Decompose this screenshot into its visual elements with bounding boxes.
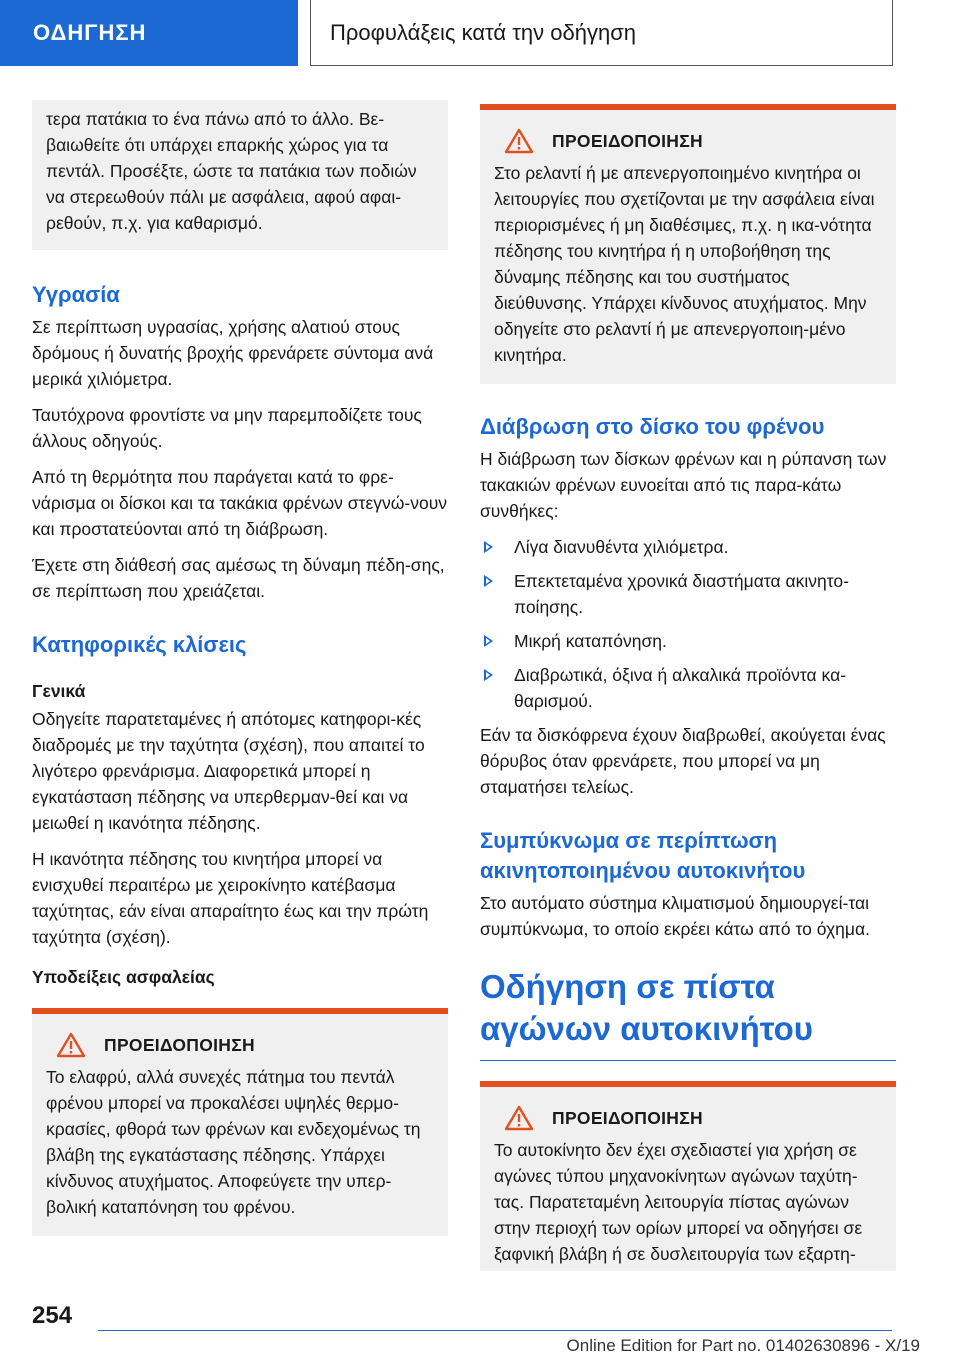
intro-line-1: τερα πατάκια το ένα πάνω από το άλλο. Βε- (46, 109, 385, 129)
footer-rule (98, 1330, 892, 1331)
humidity-paragraph-3: Από τη θερμότητα που παράγεται κατά το φρε-νάρισμα οι δίσκοι και τα τακάκια φρένων στεγνώ-νουν και προστατεύονται από τη διάβρωση. (32, 467, 448, 539)
humidity-heading: Υγρασία (32, 282, 120, 307)
left-column (32, 100, 448, 1236)
general-subheading: Γενικά (32, 681, 86, 701)
downhill-heading: Κατηφορικές κλίσεις (32, 632, 247, 657)
humidity-paragraph-2: Ταυτόχρονα φροντίστε να μην παρεμποδίζετε τους άλλους οδηγούς. (32, 405, 422, 451)
chapter-title: Προφυλάξεις κατά την οδήγηση (330, 20, 637, 45)
edition-note: Online Edition for Part no. 01402630896 - X/19 (566, 1336, 920, 1355)
warning-text: Στο ρελαντί ή με απενεργοποιημένο κινητήρα οι λειτουργίες που σχετίζονται με την ασφάλεια είναι περιορισμένες ή μη διαθέσιμες, π.χ. η ικα-νότητα πέδησης του κινητήρα ή η υποβοήθηση της δύναμης πέδησης και του συστήματος διεύθυνσης. Υπάρχει κίνδυνος ατυχήματος. Μην οδηγείτε στο ρελαντί ή με απενεργοποιη-μένο κινητήρα. (494, 163, 875, 365)
warning-box-brake (32, 1008, 448, 1236)
warning-box-idle (480, 104, 896, 384)
race-track-heading: Οδήγηση σε πίστα αγώνων αυτοκινήτου (480, 966, 896, 1061)
list-item: Επεκτεταμένα χρονικά διαστήματα ακινητο-ποίησης. (480, 568, 896, 620)
condensate-paragraph: Στο αυτόματο σύστημα κλιματισμού δημιουργεί-ται συμπύκνωμα, το οποίο εκρέει κάτω από το όχημα. (480, 893, 870, 939)
warning-triangle-icon (504, 1105, 534, 1131)
list-item: Διαβρωτικά, όξινα ή αλκαλικά προϊόντα κα-θαρισμού. (480, 662, 896, 714)
intro-line-2: βαιωθείτε ότι υπάρχει επαρκής χώρος για τα (46, 135, 389, 155)
warning-header (494, 128, 882, 154)
section-tab[interactable]: ΟΔΗΓΗΣΗ (0, 0, 298, 66)
general-paragraph-2: Η ικανότητα πέδησης του κινητήρα μπορεί να ενισχυθεί περαιτέρω με χειροκίνητο κατέβασμα ταχύτητας, εάν είναι απαραίτητο έως και την πρώτη ταχύτητα (σχέση). (32, 849, 429, 947)
intro-line-4: να στερεωθούν πάλι με ασφάλεια, αφού αφαι- (46, 187, 402, 207)
humidity-paragraph-4: Έχετε στη διάθεσή σας αμέσως τη δύναμη πέδη-σης, σε περίπτωση που χρειάζεται. (32, 555, 445, 601)
page-footer (0, 1290, 960, 1362)
humidity-paragraph-1: Σε περίπτωση υγρασίας, χρήσης αλατιού στους δρόμους ή δυνατής βροχής φρενάρετε σύντομα ανά μερικά χιλιόμετρα. (32, 317, 434, 389)
header-underline (310, 65, 893, 66)
warning-title: ΠΡΟΕΙΔΟΠΟΙΗΣΗ (552, 130, 703, 151)
right-column (480, 104, 896, 1271)
bullet-triangle-icon (484, 635, 493, 647)
warning-header (46, 1032, 434, 1058)
intro-line-5: ρεθούν, π.χ. για καθαρισμό. (46, 213, 263, 233)
intro-line-3: πεντάλ. Προσέξτε, ώστε τα πατάκια των ποδιών (46, 161, 417, 181)
warning-box-race (480, 1081, 896, 1271)
header-right-divider (892, 0, 893, 66)
safety-subheading: Υποδείξεις ασφαλείας (32, 967, 215, 987)
warning-header (494, 1105, 882, 1131)
warning-triangle-icon (56, 1032, 86, 1058)
bullet-triangle-icon (484, 575, 493, 587)
corrosion-paragraph-2: Εάν τα δισκόφρενα έχουν διαβρωθεί, ακούγεται ένας θόρυβος όταν φρενάρετε, που μπορεί να μη σταματήσει τελείως. (480, 725, 886, 797)
warning-text: Το ελαφρύ, αλλά συνεχές πάτημα του πεντάλ φρένου μπορεί να προκαλέσει υψηλές θερμο-κρασίες, φθορά των φρένων και ενδεχομένως τη βλάβη της εγκατάστασης πέδησης. Υπάρχει κίνδυνος ατυχήματος. Αποφεύγετε την υπερ-βολική καταπόνηση του φρένου. (46, 1067, 421, 1217)
corrosion-paragraph-1: Η διάβρωση των δίσκων φρένων και η ρύπανση των τακακιών φρένων ευνοείται από τις παρα-κάτω συνθήκες: (480, 449, 887, 521)
bullet-triangle-icon (484, 541, 493, 553)
corrosion-conditions-list (480, 534, 896, 714)
warning-triangle-icon (504, 128, 534, 154)
warning-title: ΠΡΟΕΙΔΟΠΟΙΗΣΗ (104, 1034, 255, 1055)
general-paragraph-1: Οδηγείτε παρατεταμένες ή απότομες κατηφορι-κές διαδρομές με την ταχύτητα (σχέση), που απαιτεί το λιγότερο φρενάρισμα. Διαφορετικά μπορεί η εγκατάσταση πέδησης να υπερθερμαν-θεί και να μειωθεί η ικανότητα πέδησης. (32, 709, 425, 833)
condensate-heading: Συμπύκνωμα σε περίπτωση ακινητοποιημένου αυτοκινήτου (480, 828, 806, 883)
page-header (0, 0, 960, 66)
list-item: Λίγα διανυθέντα χιλιόμετρα. (480, 534, 896, 560)
corrosion-heading: Διάβρωση στο δίσκο του φρένου (480, 414, 825, 439)
warning-title: ΠΡΟΕΙΔΟΠΟΙΗΣΗ (552, 1107, 703, 1128)
intro-note-box (32, 100, 448, 250)
warning-text: Το αυτοκίνητο δεν έχει σχεδιαστεί για χρήση σε αγώνες τύπου μηχανοκίνητων αγώνων ταχύτη-τας. Παρατεταμένη λειτουργία πίστας αγώνων στην περιοχή των ορίων μπορεί να οδηγήσει σε ξαφνική βλάβη ή σε δυσλειτουργία των εξαρτη- (494, 1140, 863, 1264)
header-divider (310, 0, 311, 66)
bullet-triangle-icon (484, 669, 493, 681)
list-item: Μικρή καταπόνηση. (480, 628, 896, 654)
page-number: 254 (32, 1302, 73, 1329)
